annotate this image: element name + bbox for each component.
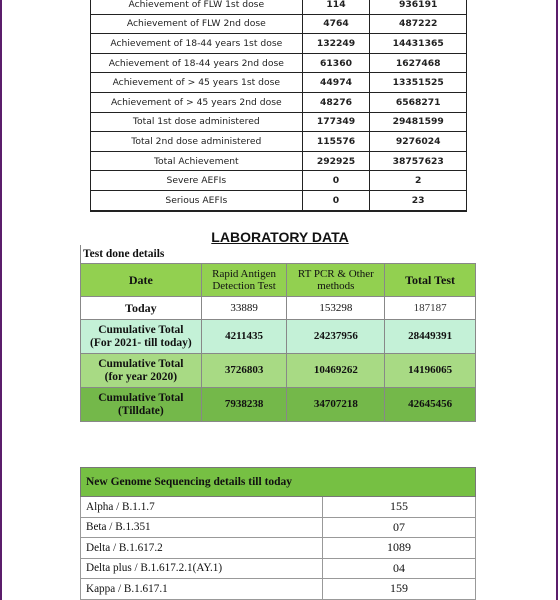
table-row [91, 132, 467, 152]
cum-2020-total: 14196065 [385, 354, 476, 388]
total-value: 23 [370, 190, 467, 210]
lab-caption-row [81, 245, 476, 264]
today-value: 292925 [302, 151, 370, 171]
today-label: Today [81, 297, 202, 320]
variant-name: Beta / B.1.351 [81, 517, 323, 538]
total-value: 9276024 [370, 132, 467, 152]
header-total-test: Total Test [385, 264, 476, 297]
cum-all-label-line2: (Tilldate) [117, 404, 164, 417]
lab-cum-2020-row [81, 354, 476, 388]
today-value: 44974 [302, 73, 370, 93]
today-value: 177349 [302, 112, 370, 132]
cum-2020-rtpcr: 10469262 [287, 354, 385, 388]
cum-2021-label [81, 320, 202, 354]
header-rapid-line1: Rapid Antigen [212, 268, 276, 280]
lab-section-title: LABORATORY DATA [211, 229, 349, 245]
table-row [81, 538, 476, 559]
cum-2020-label-line2: (for year 2020) [104, 370, 178, 383]
row-label: Total 1st dose administered [91, 112, 303, 132]
cum-2021-label-line2: (For 2021- till today) [90, 336, 192, 349]
cum-2020-rapid: 3726803 [201, 354, 287, 388]
row-label: Serious AEFIs [91, 190, 303, 210]
vaccination-table [90, 0, 467, 212]
variant-name: Delta / B.1.617.2 [81, 538, 323, 559]
header-rtpcr [287, 264, 385, 297]
today-value: 114 [302, 0, 370, 14]
row-label: Total Achievement [91, 151, 303, 171]
table-row [91, 34, 467, 54]
lab-cum-2021-row [81, 320, 476, 354]
row-label: Achievement of 18-44 years 2nd dose [91, 53, 303, 73]
lab-caption: Test done details [81, 245, 476, 264]
total-value: 13351525 [370, 73, 467, 93]
total-value: 2 [370, 171, 467, 191]
genome-table [80, 467, 476, 600]
variant-name: Alpha / B.1.1.7 [81, 497, 323, 518]
lab-cum-all-row [81, 388, 476, 422]
row-label: Achievement of FLW 1st dose [91, 0, 303, 14]
header-rtpcr-line2: methods [317, 280, 355, 292]
cum-all-rtpcr: 34707218 [287, 388, 385, 422]
lab-today-row [81, 297, 476, 320]
total-value: 14431365 [370, 34, 467, 54]
total-value: 936191 [370, 0, 467, 14]
lab-table [80, 245, 476, 422]
table-row [91, 53, 467, 73]
header-rapid-line2: Detection Test [212, 280, 276, 292]
today-rapid: 33889 [201, 297, 287, 320]
total-value: 1627468 [370, 53, 467, 73]
table-row [81, 558, 476, 579]
header-rtpcr-line1: RT PCR & Other [297, 268, 374, 280]
today-value: 4764 [302, 14, 370, 34]
cum-all-total: 42645456 [385, 388, 476, 422]
table-row [81, 579, 476, 600]
table-row [91, 151, 467, 171]
cum-2021-label-line1: Cumulative Total [98, 323, 184, 336]
today-value: 132249 [302, 34, 370, 54]
today-value: 115576 [302, 132, 370, 152]
cum-2021-rapid: 4211435 [201, 320, 287, 354]
variant-count: 155 [323, 497, 476, 518]
today-total: 187187 [385, 297, 476, 320]
cum-2021-total: 28449391 [385, 320, 476, 354]
cum-2020-label-line1: Cumulative Total [98, 357, 184, 370]
variant-name: Kappa / B.1.617.1 [81, 579, 323, 600]
row-label: Achievement of 18-44 years 1st dose [91, 34, 303, 54]
today-value: 61360 [302, 53, 370, 73]
table-row [91, 112, 467, 132]
total-value: 487222 [370, 14, 467, 34]
header-rapid-antigen [201, 264, 287, 297]
today-value: 0 [302, 171, 370, 191]
today-rtpcr: 153298 [287, 297, 385, 320]
table-row [91, 73, 467, 93]
cum-all-rapid: 7938238 [201, 388, 287, 422]
cum-2020-label [81, 354, 202, 388]
cum-all-label [81, 388, 202, 422]
variant-count: 1089 [323, 538, 476, 559]
table-row [91, 0, 467, 14]
row-label: Achievement of > 45 years 2nd dose [91, 92, 303, 112]
lab-header-row [81, 264, 476, 297]
total-value: 29481599 [370, 112, 467, 132]
cum-all-label-line1: Cumulative Total [98, 391, 184, 404]
total-value: 6568271 [370, 92, 467, 112]
table-row [91, 14, 467, 34]
table-row [91, 171, 467, 191]
header-date: Date [81, 264, 202, 297]
today-value: 48276 [302, 92, 370, 112]
row-label: Severe AEFIs [91, 171, 303, 191]
row-label: Total 2nd dose administered [91, 132, 303, 152]
table-row [91, 92, 467, 112]
genome-title: New Genome Sequencing details till today [81, 468, 476, 497]
genome-header-row [81, 468, 476, 497]
variant-count: 159 [323, 579, 476, 600]
table-row [81, 517, 476, 538]
variant-count: 04 [323, 558, 476, 579]
row-label: Achievement of FLW 2nd dose [91, 14, 303, 34]
variant-count: 07 [323, 517, 476, 538]
table-row [81, 497, 476, 518]
total-value: 38757623 [370, 151, 467, 171]
today-value: 0 [302, 190, 370, 210]
row-label: Achievement of > 45 years 1st dose [91, 73, 303, 93]
variant-name: Delta plus / B.1.617.2.1(AY.1) [81, 558, 323, 579]
cum-2021-rtpcr: 24237956 [287, 320, 385, 354]
table-row [91, 190, 467, 210]
